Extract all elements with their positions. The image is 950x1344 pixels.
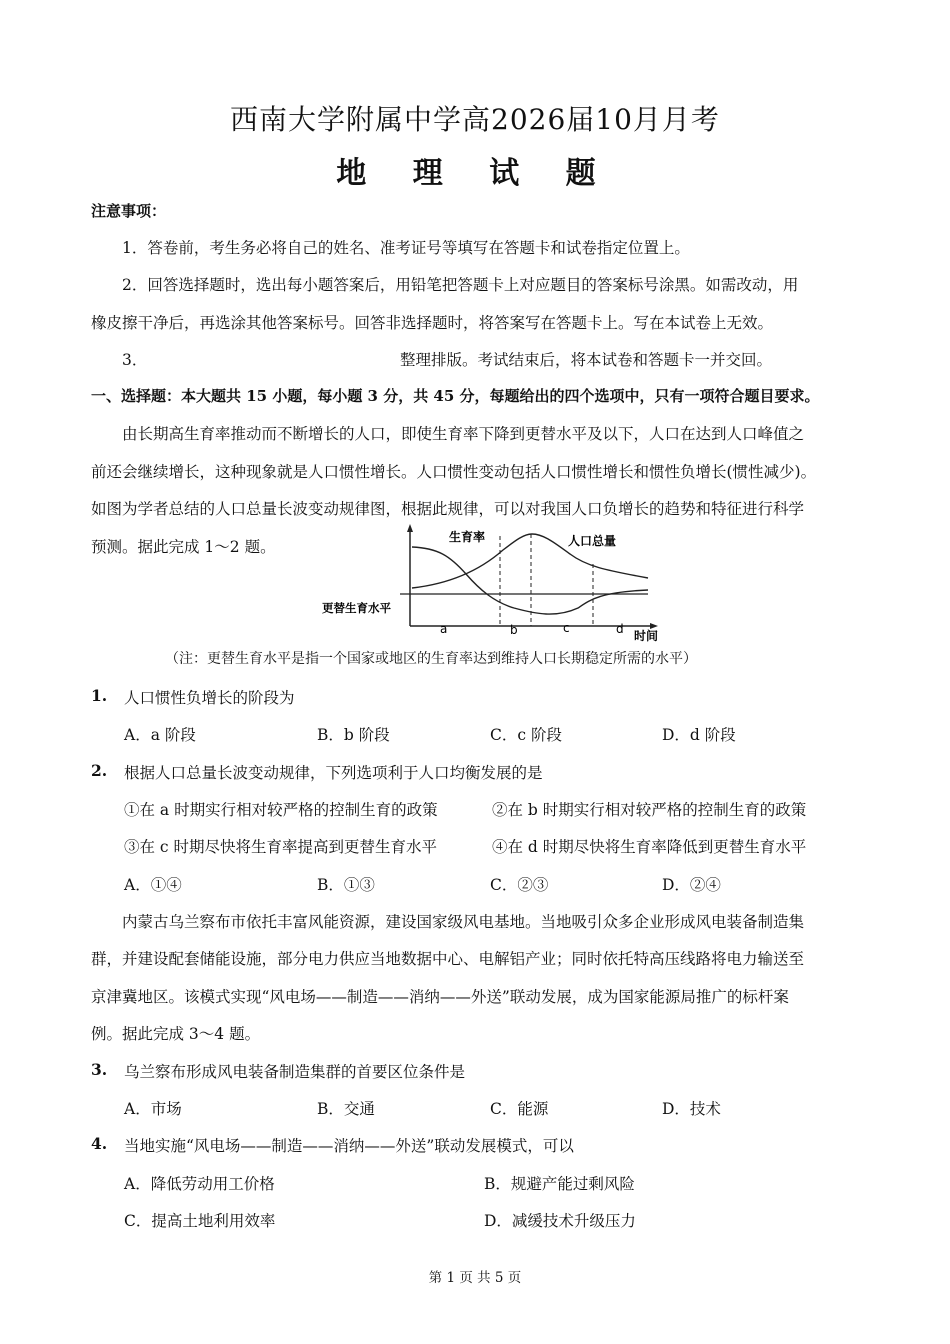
passage2-line3: 京津冀地区。该模式实现“风电场——制造——消纳——外送”联动发展，成为国家能源局推广的标杆案 bbox=[91, 988, 789, 1006]
q2-option-a: A．①④ bbox=[124, 876, 182, 894]
note-item-3b: 整理排版。考试结束后，将本试卷和答题卡一并交回。 bbox=[400, 351, 773, 369]
q4-option-c: C．提高土地利用效率 bbox=[124, 1212, 276, 1230]
passage1-line1: 由长期高生育率推动而不断增长的人口，即使生育率下降到更替水平及以下，人口在达到人口峰值之 bbox=[122, 425, 805, 443]
q2-statement-2: ②在 b 时期实行相对较严格的控制生育的政策 bbox=[492, 801, 807, 819]
q2-statement-4: ④在 d 时期尽快将生育率降低到更替生育水平 bbox=[492, 838, 807, 856]
label-stage-b: b bbox=[510, 623, 518, 637]
q4-option-b: B．规避产能过剩风险 bbox=[484, 1175, 635, 1193]
q3-option-c: C．能源 bbox=[490, 1100, 549, 1118]
note-item-2b: 橡皮擦干净后，再选涂其他答案标号。回答非选择题时，将答案写在答题卡上。写在本试卷上无效。 bbox=[91, 314, 774, 332]
q2-option-c: C．②③ bbox=[490, 876, 549, 894]
passage1-line3: 如图为学者总结的人口总量长波变动规律图，根据此规律，可以对我国人口负增长的趋势和特征进行科学 bbox=[91, 500, 805, 518]
q2-option-b: B．①③ bbox=[317, 876, 375, 894]
passage1-line2: 前还会继续增长，这种现象就是人口惯性增长。人口惯性变动包括人口惯性增长和惯性负增长(惯性减少)。 bbox=[91, 463, 817, 481]
q3-option-b: B．交通 bbox=[317, 1100, 375, 1118]
q2-stem: 根据人口总量长波变动规律，下列选项利于人口均衡发展的是 bbox=[124, 764, 543, 782]
subject-title: 地 理 试 题 bbox=[336, 156, 614, 191]
q1-option-c: C．c 阶段 bbox=[490, 726, 562, 744]
note-item-1: 1．答卷前，考生务必将自己的姓名、准考证号等填写在答题卡和试卷指定位置上。 bbox=[122, 239, 690, 257]
label-birth-rate: 生育率 bbox=[449, 530, 486, 544]
y-axis-arrow bbox=[407, 524, 413, 532]
q3-number: 3. bbox=[91, 1060, 108, 1079]
label-replacement: 更替生育水平 bbox=[322, 601, 391, 615]
label-population: 人口总量 bbox=[568, 534, 617, 548]
q4-number: 4. bbox=[91, 1134, 108, 1153]
q3-stem: 乌兰察布形成风电装备制造集群的首要区位条件是 bbox=[124, 1063, 466, 1081]
chart-caption: （注：更替生育水平是指一个国家或地区的生育率达到维持人口长期稳定所需的水平） bbox=[165, 651, 697, 667]
q4-stem: 当地实施“风电场——制造——消纳——外送”联动发展模式，可以 bbox=[124, 1137, 574, 1155]
note-item-2a: 2．回答选择题时，选出每小题答案后，用铅笔把答题卡上对应题目的答案标号涂黑。如需改动，用 bbox=[122, 276, 799, 294]
q1-stem: 人口惯性负增长的阶段为 bbox=[124, 689, 295, 707]
passage2-line1: 内蒙古乌兰察布市依托丰富风能资源，建设国家级风电基地。当地吸引众多企业形成风电装备制造集 bbox=[122, 913, 805, 931]
passage2-line4: 例。据此完成 3～4 题。 bbox=[91, 1025, 261, 1043]
q2-statement-1: ①在 a 时期实行相对较严格的控制生育的政策 bbox=[124, 801, 438, 819]
label-stage-c: c bbox=[563, 621, 570, 635]
q2-option-d: D．②④ bbox=[662, 876, 721, 894]
exam-title: 西南大学附属中学高2026届10月月考 bbox=[230, 103, 720, 136]
label-x-axis: 时间 bbox=[634, 629, 659, 643]
population-wave-chart bbox=[318, 522, 668, 644]
q3-option-d: D．技术 bbox=[662, 1100, 721, 1118]
notes-heading: 注意事项： bbox=[91, 202, 167, 220]
q4-option-d: D．减缓技术升级压力 bbox=[484, 1212, 636, 1230]
q1-option-a: A．a 阶段 bbox=[124, 726, 196, 744]
q2-number: 2. bbox=[91, 761, 108, 780]
section-heading: 一、选择题：本大题共 15 小题，每小题 3 分，共 45 分，每题给出的四个选项中，只有一项符合题目要求。 bbox=[91, 387, 820, 405]
note-item-3a: 3． bbox=[122, 351, 148, 369]
page-footer: 第 1 页 共 5 页 bbox=[428, 1270, 522, 1286]
q1-option-b: B．b 阶段 bbox=[317, 726, 390, 744]
q4-option-a: A．降低劳动用工价格 bbox=[124, 1175, 275, 1193]
q1-option-d: D．d 阶段 bbox=[662, 726, 736, 744]
passage1-line4: 预测。据此完成 1～2 题。 bbox=[91, 538, 276, 556]
label-stage-a: a bbox=[440, 622, 448, 636]
passage2-line2: 群，并建设配套储能设施，部分电力供应当地数据中心、电解铝产业；同时依托特高压线路将电力输送至 bbox=[91, 950, 805, 968]
q3-option-a: A．市场 bbox=[124, 1100, 182, 1118]
q2-statement-3: ③在 c 时期尽快将生育率提高到更替生育水平 bbox=[124, 838, 438, 856]
q1-number: 1. bbox=[91, 686, 108, 705]
label-stage-d: d bbox=[616, 622, 624, 636]
